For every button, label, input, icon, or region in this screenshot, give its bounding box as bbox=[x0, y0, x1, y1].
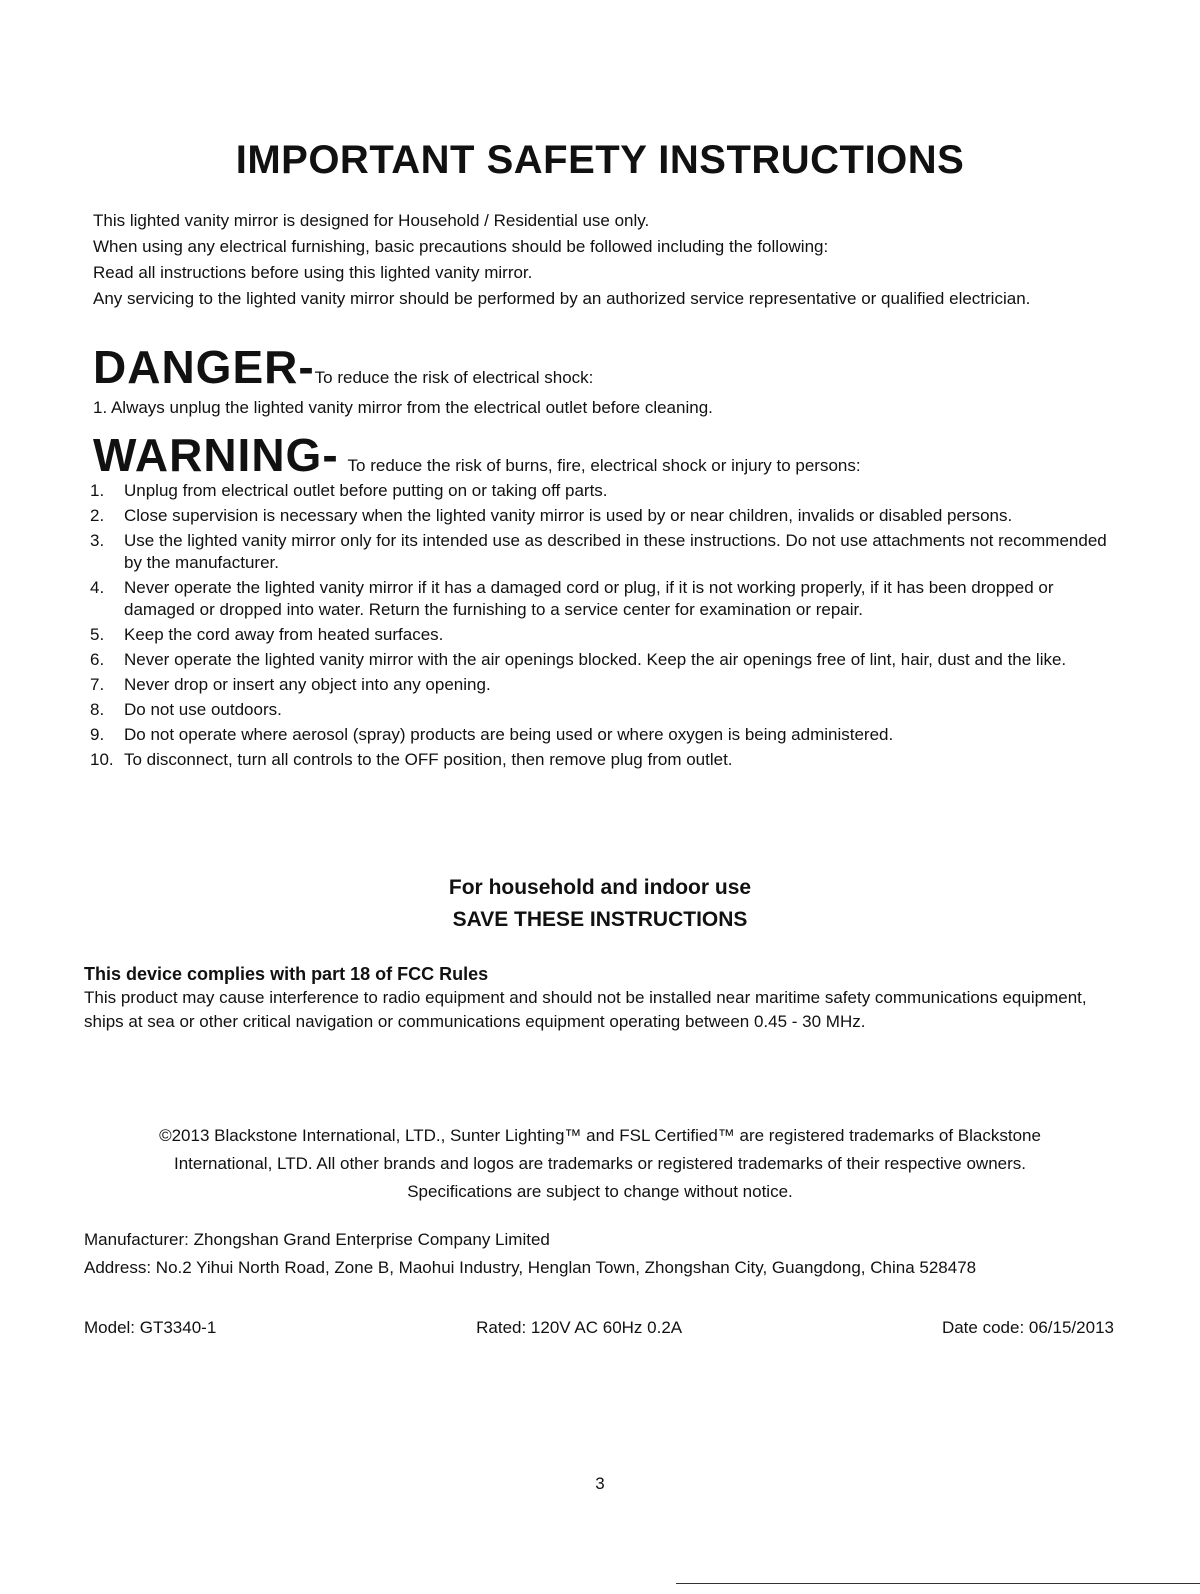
list-item bbox=[90, 649, 1120, 671]
intro-line-2: When using any electrical furnishing, basic precautions should be followed including the following: bbox=[93, 237, 829, 256]
list-item-number: 3. bbox=[90, 531, 105, 550]
list-item-number: 10. bbox=[90, 750, 114, 769]
date-code: Date code: 06/15/2013 bbox=[941, 1318, 1114, 1337]
page-number: 3 bbox=[595, 1474, 605, 1493]
fcc-title: This device complies with part 18 of FCC Rules bbox=[84, 964, 489, 984]
list-item bbox=[90, 724, 1120, 746]
copyright-line-3: Specifications are subject to change without notice. bbox=[407, 1182, 793, 1201]
list-item-number: 6. bbox=[90, 650, 105, 669]
intro-section bbox=[93, 208, 1133, 310]
list-item bbox=[90, 480, 1120, 502]
danger-item: 1. Always unplug the lighted vanity mirror from the electrical outlet before cleaning. bbox=[93, 398, 713, 417]
list-item-number: 9. bbox=[90, 725, 105, 744]
list-item-text: Never drop or insert any object into any opening. bbox=[124, 675, 491, 694]
save-instructions-line: SAVE THESE INSTRUCTIONS bbox=[452, 908, 748, 931]
copyright-line-2: International, LTD. All other brands and logos are trademarks or registered trademarks of their respective owners. bbox=[174, 1154, 1026, 1173]
warning-label: WARNING- bbox=[93, 429, 339, 481]
manufacturer-address: Address: No.2 Yihui North Road, Zone B, Maohui Industry, Henglan Town, Zhongshan City, Guangdong, China 528478 bbox=[84, 1258, 977, 1277]
list-item-text: Never operate the lighted vanity mirror with the air openings blocked. Keep the air openings free of lint, hair, dust and the like. bbox=[124, 650, 1067, 669]
manufacturer-section bbox=[84, 1226, 976, 1282]
list-item-text: Unplug from electrical outlet before putting on or taking off parts. bbox=[124, 481, 608, 500]
warning-subtitle: To reduce the risk of burns, fire, electrical shock or injury to persons: bbox=[347, 456, 861, 475]
copyright-line-1: ©2013 Blackstone International, LTD., Sunter Lighting™ and FSL Certified™ are registered trademarks of Blackstone bbox=[159, 1126, 1041, 1145]
warning-list bbox=[90, 480, 1120, 774]
list-item-text: Do not operate where aerosol (spray) products are being used or where oxygen is being administered. bbox=[124, 725, 894, 744]
household-notice bbox=[0, 872, 1200, 936]
intro-line-4: Any servicing to the lighted vanity mirror should be performed by an authorized service representative or qualified electrician. bbox=[93, 289, 1031, 308]
list-item-number: 4. bbox=[90, 578, 105, 597]
rating: Rated: 120V AC 60Hz 0.2A bbox=[476, 1318, 683, 1337]
list-item bbox=[90, 624, 1120, 646]
danger-heading bbox=[93, 340, 593, 394]
list-item-number: 8. bbox=[90, 700, 105, 719]
intro-line-3: Read all instructions before using this lighted vanity mirror. bbox=[93, 263, 533, 282]
list-item-number: 7. bbox=[90, 675, 105, 694]
danger-label: DANGER- bbox=[93, 341, 315, 393]
bottom-divider bbox=[676, 1583, 1200, 1584]
list-item-text: Use the lighted vanity mirror only for its intended use as described in these instructions. Do not use attachments not recommended by the manufacturer. bbox=[124, 531, 1107, 572]
list-item bbox=[90, 749, 1120, 771]
list-item-text: Never operate the lighted vanity mirror if it has a damaged cord or plug, if it is not working properly, if it has been dropped or damaged or dropped into water. Return the furnishing to a service center for examination or repair. bbox=[124, 578, 1054, 619]
list-item-number: 1. bbox=[90, 481, 105, 500]
list-item bbox=[90, 699, 1120, 721]
danger-subtitle: To reduce the risk of electrical shock: bbox=[314, 368, 594, 387]
list-item-text: Keep the cord away from heated surfaces. bbox=[124, 625, 444, 644]
specs-row bbox=[84, 1318, 1114, 1338]
model-number: Model: GT3340-1 bbox=[84, 1318, 217, 1337]
list-item-text: Do not use outdoors. bbox=[124, 700, 282, 719]
list-item bbox=[90, 577, 1120, 621]
copyright-section bbox=[80, 1122, 1120, 1206]
household-line: For household and indoor use bbox=[448, 876, 752, 899]
list-item-text: Close supervision is necessary when the lighted vanity mirror is used by or near children, invalids or disabled persons. bbox=[124, 506, 1013, 525]
list-item-text: To disconnect, turn all controls to the OFF position, then remove plug from outlet. bbox=[124, 750, 733, 769]
list-item bbox=[90, 674, 1120, 696]
fcc-section bbox=[84, 962, 1114, 1034]
list-item-number: 5. bbox=[90, 625, 105, 644]
fcc-text: This product may cause interference to radio equipment and should not be installed near maritime safety communications equipment, ships at sea or other critical navigation or communications equipment operating between 0.45 - 30 MHz. bbox=[84, 988, 1087, 1031]
warning-heading bbox=[93, 428, 861, 482]
list-item bbox=[90, 505, 1120, 527]
list-item bbox=[90, 530, 1120, 574]
intro-line-1: This lighted vanity mirror is designed for Household / Residential use only. bbox=[93, 211, 650, 230]
page-title: IMPORTANT SAFETY INSTRUCTIONS bbox=[235, 138, 965, 182]
manufacturer-name: Manufacturer: Zhongshan Grand Enterprise Company Limited bbox=[84, 1230, 550, 1249]
list-item-number: 2. bbox=[90, 506, 105, 525]
